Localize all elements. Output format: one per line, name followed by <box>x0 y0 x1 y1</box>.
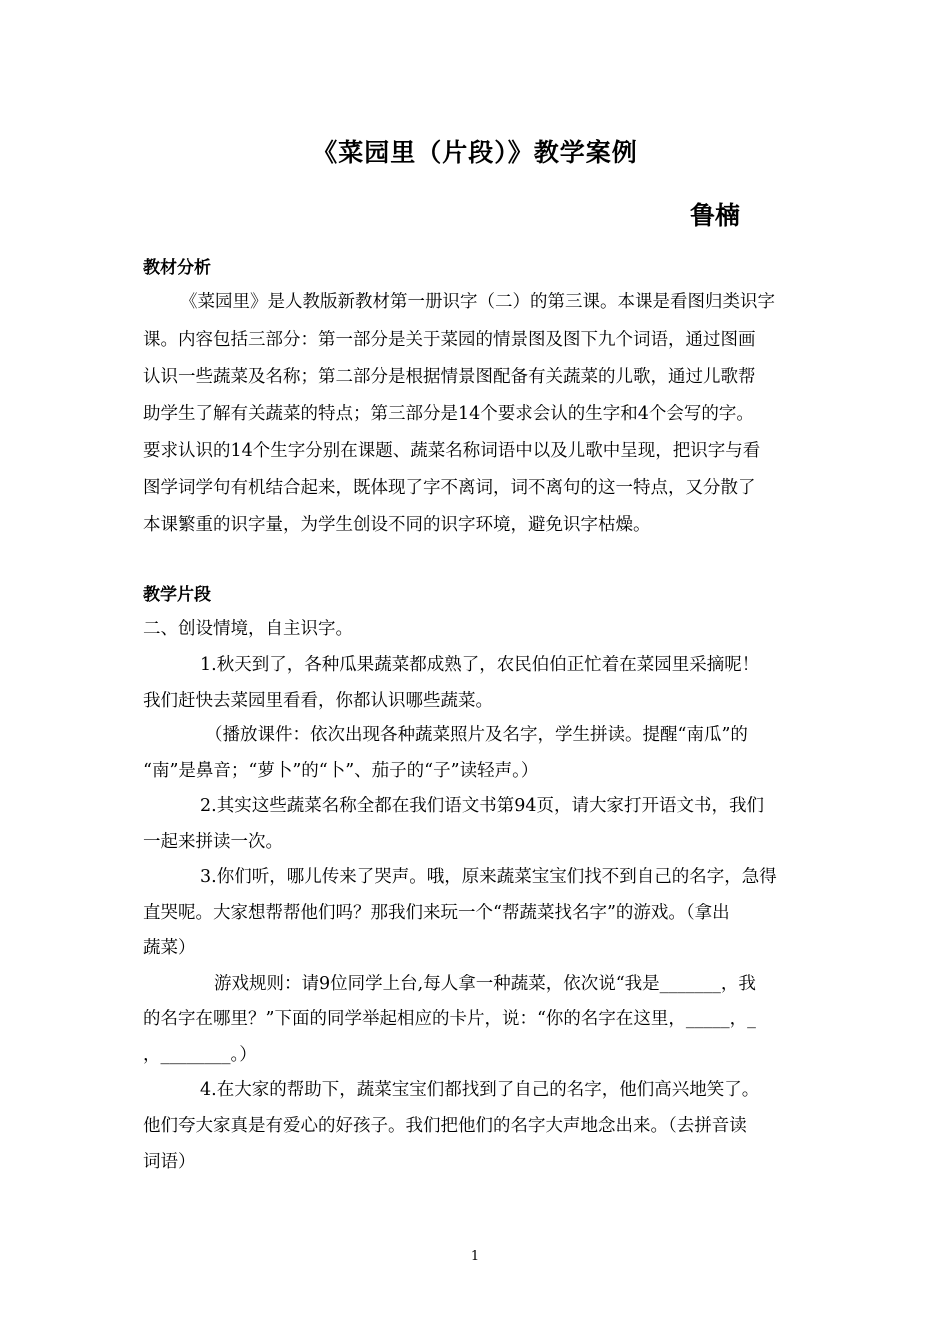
paragraph-line: 认识一些蔬菜及名称；第二部分是根据情景图配备有关蔬菜的儿歌，通过儿歌帮 <box>143 367 756 387</box>
paragraph-line: 他们夸大家真是有爱心的好孩子。我们把他们的名字大声地念出来。（去拼音读 <box>143 1116 747 1136</box>
paragraph-line: 蔬菜） <box>143 938 196 958</box>
section-heading-analysis: 教材分析 <box>143 258 211 278</box>
paragraph-line: 二、创设情境，自主识字。 <box>143 619 353 639</box>
document-title: 《菜园里（片段）》教学案例 <box>312 138 638 167</box>
paragraph-line: 我们赶快去菜园里看看，你都认识哪些蔬菜。 <box>143 691 493 711</box>
page-number: 1 <box>470 1249 480 1264</box>
paragraph-line: 4.在大家的帮助下，蔬菜宝宝们都找到了自己的名字，他们高兴地笑了。 <box>200 1080 760 1100</box>
paragraph-line: 直哭呢。大家想帮帮他们吗？那我们来玩一个“帮蔬菜找名字”的游戏。（拿出 <box>143 903 730 923</box>
paragraph-line: ，________。） <box>143 1045 257 1065</box>
paragraph-line: 要求认识的14个生字分别在课题、蔬菜名称词语中以及儿歌中呈现，把识字与看 <box>143 441 761 461</box>
section-heading-fragment: 教学片段 <box>143 585 211 605</box>
paragraph-line: 课。内容包括三部分：第一部分是关于菜园的情景图及图下九个词语，通过图画 <box>143 330 756 350</box>
paragraph-line: （播放课件：依次出现各种蔬菜照片及名字，学生拼读。提醒“南瓜”的 <box>205 725 748 745</box>
paragraph-line: 助学生了解有关蔬菜的特点；第三部分是14个要求会认的生字和4个会写的字。 <box>143 404 754 424</box>
paragraph-line: 图学词学句有机结合起来，既体现了字不离词，词不离句的这一特点，又分散了 <box>143 478 756 498</box>
paragraph-line: “南”是鼻音；“萝卜”的“卜”、茄子的“子”读轻声。） <box>143 761 539 781</box>
paragraph-line: 游戏规则：请9位同学上台,每人拿一种蔬菜，依次说“我是_______，我 <box>214 974 756 994</box>
paragraph-line: 一起来拼读一次。 <box>143 832 283 852</box>
paragraph-line: 词语） <box>143 1152 196 1172</box>
paragraph-line: 1.秋天到了，各种瓜果蔬菜都成熟了，农民伯伯正忙着在菜园里采摘呢！ <box>200 655 760 675</box>
paragraph-line: 《菜园里》是人教版新教材第一册识字（二）的第三课。本课是看图归类识字 <box>180 292 775 312</box>
paragraph-line: 的名字在哪里？”下面的同学举起相应的卡片，说：“你的名字在这里，_____，_ <box>143 1009 756 1029</box>
author-name: 鲁楠 <box>690 201 741 230</box>
paragraph-line: 3.你们听，哪儿传来了哭声。哦，原来蔬菜宝宝们找不到自己的名字，急得 <box>200 867 777 887</box>
paragraph-line: 2.其实这些蔬菜名称全都在我们语文书第94页，请大家打开语文书，我们 <box>200 796 764 816</box>
paragraph-line: 本课繁重的识字量，为学生创设不同的识字环境，避免识字枯燥。 <box>143 515 651 535</box>
